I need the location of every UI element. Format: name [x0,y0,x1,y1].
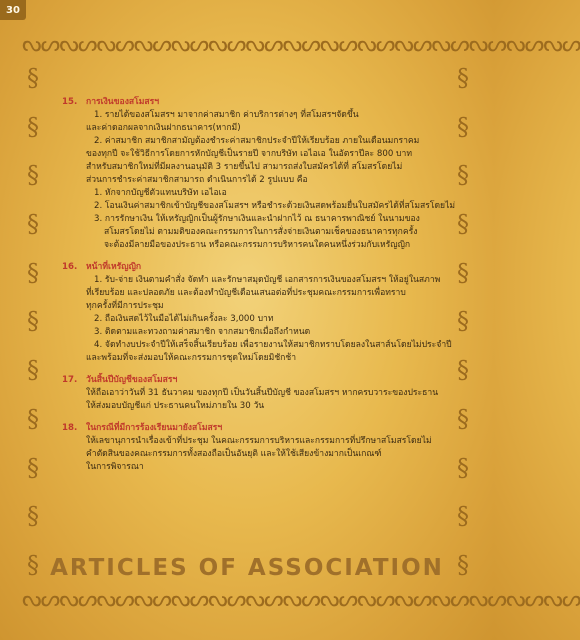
article-section [62,374,458,413]
section-line: 1. หักจากบัญชีตัวแทนบริษัท เอไอเอ [94,188,227,198]
ornament-glyph: § [27,404,39,433]
section-title: การเงินของสโมสรฯ [86,97,160,107]
section-line: ที่เรียบร้อย และปลอดภัย และต้องทำบัญชีเดือนเสนอต่อที่ประชุมคณะกรรมการเพื่อทราบ [86,288,406,298]
section-line: และค่าดอกผลจากเงินฝากธนาคาร(หากมี) [86,123,241,133]
section-line: ทุกครั้งที่มีการประชุม [86,301,164,311]
section-number: 17. [62,375,78,385]
ornament-left-border [22,64,44,579]
ornament-glyph: § [27,356,39,385]
article-section [62,261,458,365]
section-line: ส่วนการชำระค่าสมาชิกสามารถ ดำเนินการได้ 2 รูปแบบ คือ [86,175,308,185]
ornament-bottom-border: ᔓᔕᔓᔕᔓᔕᔓᔕᔓᔕᔓᔕᔓᔕᔓᔕᔓᔕᔓᔕᔓᔕᔓᔕᔓᔕᔓᔕᔓᔕ [22,587,580,612]
ornament-glyph: § [457,502,469,531]
section-line: สำหรับสมาชิกใหม่ที่มีผลงานอนุมัติ 3 รายขึ้นไป สามารถส่งใบสมัครได้ที่ สโมสรโดยไม่ [86,162,403,172]
section-line: สโมสรโดยไม่ ตามมติของคณะกรรมการในการสั่งจ่ายเงินตามเช็คของธนาคารทุกครั้ง [104,227,418,237]
section-line: 3. ติดตามและทวงถามค่าสมาชิก จากสมาชิกเมื่อถึงกำหนด [94,327,311,337]
section-line: 1. รายได้ของสโมสรฯ มาจากค่าสมาชิก ค่าบริการต่างๆ ที่สโมสรฯจัดขึ้น [94,110,359,120]
section-line: 4. จัดทำงบประจำปีให้เสร็จสิ้นเรียบร้อย เพื่อรายงานให้สมาชิกทราบโดยลงในสาส์นโดยไม่ประจำปี [94,340,452,350]
section-line: ให้ส่งมอบบัญชีแก่ ประธานคนใหม่ภายใน 30 วัน [86,401,265,411]
section-line: คำตัดสินของคณะกรรมการทั้งสองถือเป็นอันยุติ และให้ใช้เสียงข้างมากเป็นเกณฑ์ [86,449,382,459]
section-number: 15. [62,97,78,107]
ornament-glyph: § [457,161,469,190]
section-line: ของทุกปี จะใช้วิธีการโดยการหักบัญชีเป็นรายปี จากบริษัท เอไอเอ ในอัตราปีละ 800 บาท [86,149,412,159]
ornament-glyph: § [27,161,39,190]
ornament-glyph: § [27,258,39,287]
section-heading [62,261,458,274]
footer-title: ARTICLES OF ASSOCIATION [50,555,444,581]
article-section [62,422,458,474]
section-title: หน้าที่เหรัญญิก [86,262,142,272]
section-line: ให้เลขานุการนำเรื่องเข้าที่ประชุม ในคณะกรรมการบริหารและกรรมการที่ปรึกษาสโมสรโดยไม่ [86,436,432,446]
ornament-glyph: § [457,356,469,385]
ornament-glyph: § [457,550,469,579]
section-line: และพร้อมที่จะส่งมอบให้คณะกรรมการชุดใหม่โดยมิชักช้า [86,353,297,363]
section-line: 1. รับ-จ่าย เงินตามคำสั่ง จัดทำ และรักษาสมุดบัญชี เอกสารการเงินของสโมสรฯ ให้อยู่ในสภาพ [94,275,441,285]
section-line: จะต้องมีลายมือของประธาน หรือคณะกรรมการบริหารคนใดคนหนึ่งร่วมกับเหรัญญิก [104,240,411,250]
section-line: 3. การรักษาเงิน ให้เหรัญญิกเป็นผู้รักษาเงินและนำฝากไว้ ณ ธนาคารพาณิชย์ ในนามของ [94,214,420,224]
ornament-glyph: § [457,64,469,92]
ornament-glyph: § [457,112,469,141]
ornament-glyph: § [457,404,469,433]
section-heading [62,96,458,109]
ornament-glyph: § [27,502,39,531]
ornament-glyph: § [457,307,469,336]
section-line: ให้ถือเอาว่าวันที่ 31 ธันวาคม ของทุกปี เป็นวันสิ้นปีบัญชี ของสโมสรฯ หากครบวาระของประธาน [86,388,439,398]
section-line: 2. ถือเงินสดไว้ในมือได้ไม่เกินครั้งละ 3,000 บาท [94,314,274,324]
page-number: 30 [0,0,26,20]
ornament-glyph: § [27,210,39,239]
section-heading [62,422,458,435]
section-number: 18. [62,423,78,433]
section-line: ในการพิจารณา [86,462,144,472]
article-section [62,96,458,252]
ornament-glyph: § [27,112,39,141]
ornament-glyph: § [457,258,469,287]
section-line: 2. โอนเงินค่าสมาชิกเข้าบัญชีของสโมสรฯ หรือชำระด้วยเงินสดพร้อมยื่นใบสมัครได้ที่สโมสรโดยไม่ [94,201,456,211]
ornament-glyph: § [457,453,469,482]
section-heading [62,374,458,387]
section-title: วันสิ้นปีบัญชีของสโมสรฯ [86,375,178,385]
ornament-top-border: ᔓᔕᔓᔕᔓᔕᔓᔕᔓᔕᔓᔕᔓᔕᔓᔕᔓᔕᔓᔕᔓᔕᔓᔕᔓᔕᔓᔕᔓᔕ [22,32,580,57]
ornament-glyph: § [27,307,39,336]
section-number: 16. [62,262,78,272]
section-title: ในกรณีที่มีการร้องเรียนมายังสโมสรฯ [86,423,223,433]
ornament-glyph: § [27,550,39,579]
ornament-glyph: § [27,64,39,92]
ornament-glyph: § [27,453,39,482]
section-line: 2. ค่าสมาชิก สมาชิกสามัญต้องชำระค่าสมาชิกประจำปีให้เรียบร้อย ภายในเดือนมกราคม [94,136,420,146]
ornament-glyph: § [457,210,469,239]
document-body [62,96,458,483]
